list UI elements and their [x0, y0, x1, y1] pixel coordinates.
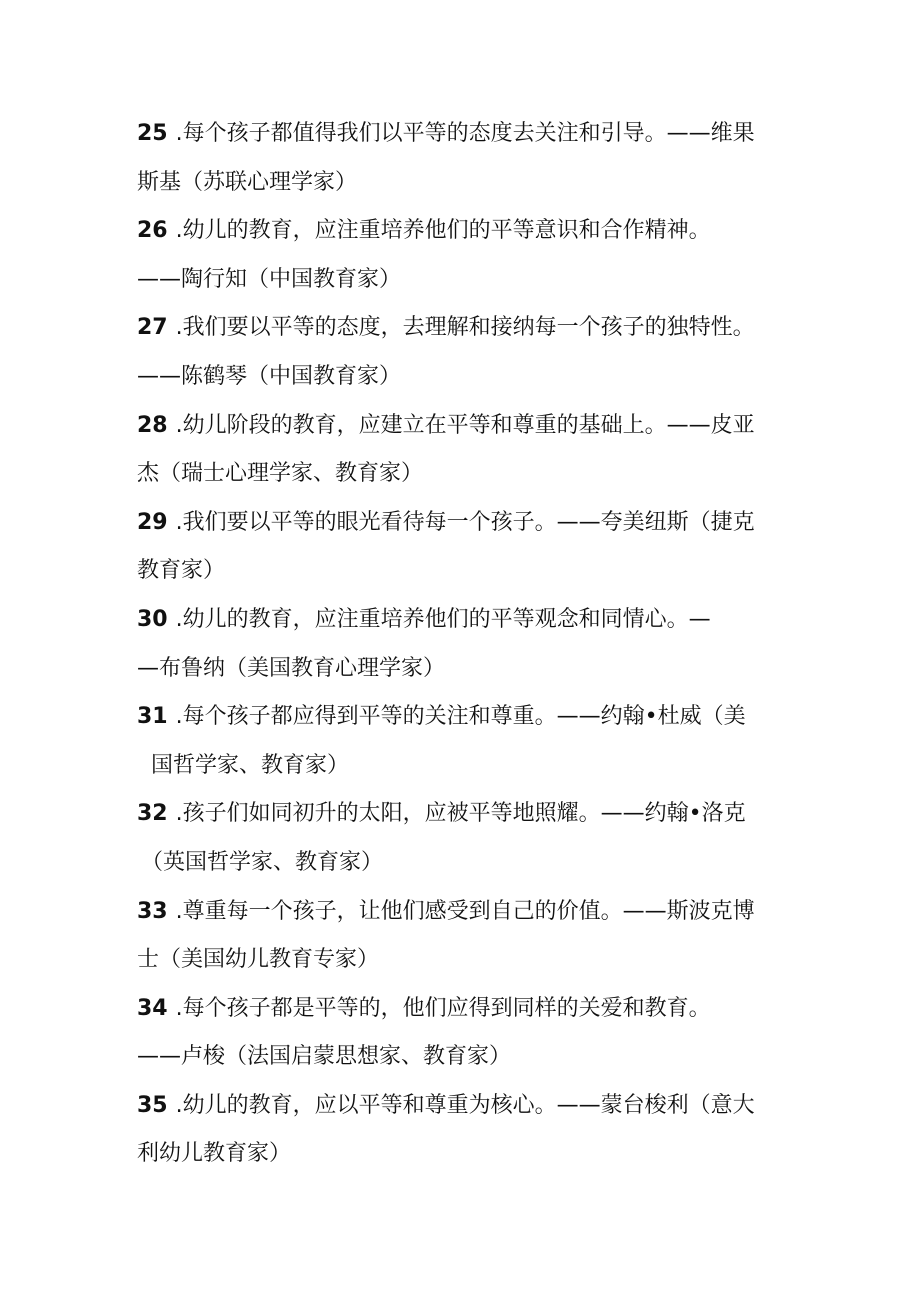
quote-line-2: 斯基（苏联心理学家）	[137, 169, 358, 195]
quote-line-2: 教育家）	[137, 558, 226, 584]
quote-item	[137, 693, 797, 790]
quote-text: .我们要以平等的态度，去理解和接纳每一个孩子的独特性。	[175, 315, 755, 341]
quote-line-2: 国哲学家、教育家）	[151, 752, 350, 778]
quote-item	[137, 499, 797, 596]
quote-text: .幼儿阶段的教育，应建立在平等和尊重的基础上。——皮亚	[175, 412, 755, 438]
quote-number: 29	[137, 509, 168, 535]
quote-number: 28	[137, 412, 168, 438]
quote-line-2: ——陶行知（中国教育家）	[137, 266, 402, 292]
quote-text: .幼儿的教育，应注重培养他们的平等意识和合作精神。	[175, 218, 711, 244]
quote-number: 25	[137, 121, 168, 146]
quote-line-1	[137, 985, 797, 1034]
quote-item	[137, 304, 797, 401]
quote-item	[137, 790, 797, 887]
quote-text: .幼儿的教育，应注重培养他们的平等观念和同情心。—	[175, 606, 711, 632]
quote-item	[137, 985, 797, 1082]
quote-item	[137, 1082, 797, 1179]
quote-line-1	[137, 888, 797, 937]
quote-line-1	[137, 693, 797, 742]
quote-line-1	[137, 207, 797, 256]
quote-number: 34	[137, 995, 168, 1021]
quote-line-2: 杰（瑞士心理学家、教育家）	[137, 461, 424, 487]
quote-number: 27	[137, 315, 168, 341]
quote-line-2: ——陈鹤琴（中国教育家）	[137, 363, 402, 389]
quote-item	[137, 207, 797, 304]
quote-text: .我们要以平等的眼光看待每一个孩子。——夸美纽斯（捷克	[175, 509, 755, 535]
quote-line-1	[137, 110, 797, 159]
quote-number: 32	[137, 801, 168, 827]
quote-number: 30	[137, 606, 168, 632]
quote-line-2: 士（美国幼儿教育专家）	[137, 947, 380, 973]
quote-number: 26	[137, 218, 168, 244]
quote-text: .幼儿的教育，应以平等和尊重为核心。——蒙台梭利（意大	[175, 1092, 755, 1118]
quote-number: 33	[137, 898, 168, 924]
quote-item	[137, 888, 797, 985]
quote-text: .尊重每一个孩子，让他们感受到自己的价值。——斯波克博	[175, 898, 755, 924]
quote-line-2: 利幼儿教育家）	[137, 1141, 292, 1167]
quote-text: .孩子们如同初升的太阳，应被平等地照耀。——约翰•洛克	[175, 801, 746, 827]
quote-text: .每个孩子都应得到平等的关注和尊重。——约翰•杜威（美	[175, 704, 746, 730]
quote-line-1	[137, 1082, 797, 1131]
quote-line-2: ——卢梭（法国启蒙思想家、教育家）	[137, 1044, 512, 1070]
quote-line-1	[137, 499, 797, 548]
quote-number: 31	[137, 704, 168, 730]
quote-line-1	[137, 790, 797, 839]
quote-line-1	[137, 402, 797, 451]
quote-line-1	[137, 304, 797, 353]
quote-line-1	[137, 596, 797, 645]
quote-text: .每个孩子都是平等的，他们应得到同样的关爱和教育。	[175, 995, 711, 1021]
quote-item	[137, 110, 797, 207]
quote-line-2: —布鲁纳（美国教育心理学家）	[137, 655, 446, 681]
quote-item	[137, 402, 797, 499]
quote-item	[137, 596, 797, 693]
quote-text: .每个孩子都值得我们以平等的态度去关注和引导。——维果	[175, 121, 755, 146]
quote-number: 35	[137, 1092, 168, 1118]
quote-line-2: （英国哲学家、教育家）	[141, 849, 384, 875]
document-page	[137, 110, 797, 1179]
